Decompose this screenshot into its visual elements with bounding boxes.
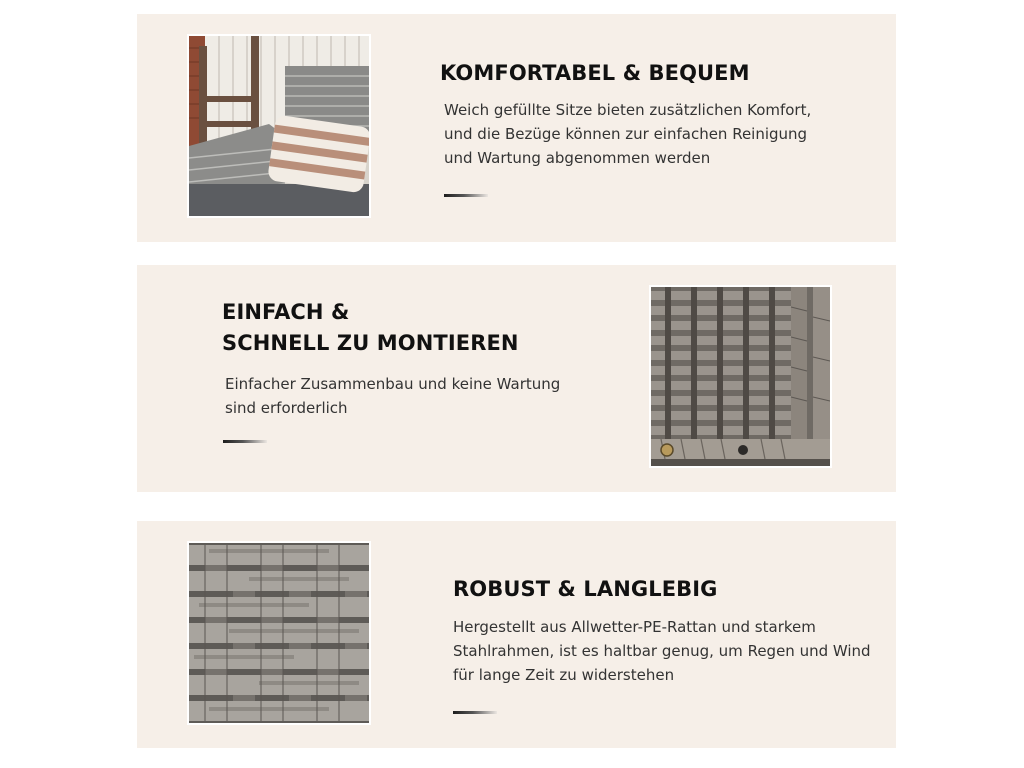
accent-divider [453,711,497,714]
accent-divider [223,440,267,443]
sofa-cushion-photo [187,34,371,218]
feature-title-line: ROBUST & LANGLEBIG [453,577,718,601]
feature-title-line: SCHNELL ZU MONTIEREN [222,331,519,355]
feature-title [453,574,718,605]
feature-description-line: Einfacher Zusammenbau und keine Wartung [225,375,561,393]
feature-title [440,58,750,89]
feature-panel-assembly [137,265,896,492]
feature-description-line: Hergestellt aus Allwetter-PE-Rattan und starkem [453,618,816,636]
rattan-weave-photo [187,541,371,725]
feature-description-line: und Wartung abgenommen werden [444,149,711,167]
rattan-frame-photo [649,285,832,468]
feature-panel-comfort [137,14,896,242]
feature-panel-durability [137,521,896,748]
feature-title-line: KOMFORTABEL & BEQUEM [440,61,750,85]
feature-description-line: Stahlrahmen, ist es haltbar genug, um Regen und Wind [453,642,871,660]
feature-description-line: Weich gefüllte Sitze bieten zusätzlichen Komfort, [444,101,812,119]
feature-title-line: EINFACH & [222,300,350,324]
feature-description-line: sind erforderlich [225,399,348,417]
feature-description [444,98,811,170]
accent-divider [444,194,488,197]
feature-description-line: und die Bezüge können zur einfachen Reinigung [444,125,808,143]
feature-description [225,372,560,420]
feature-description [453,615,871,687]
feature-description-line: für lange Zeit zu widerstehen [453,666,675,684]
feature-title [222,297,519,359]
